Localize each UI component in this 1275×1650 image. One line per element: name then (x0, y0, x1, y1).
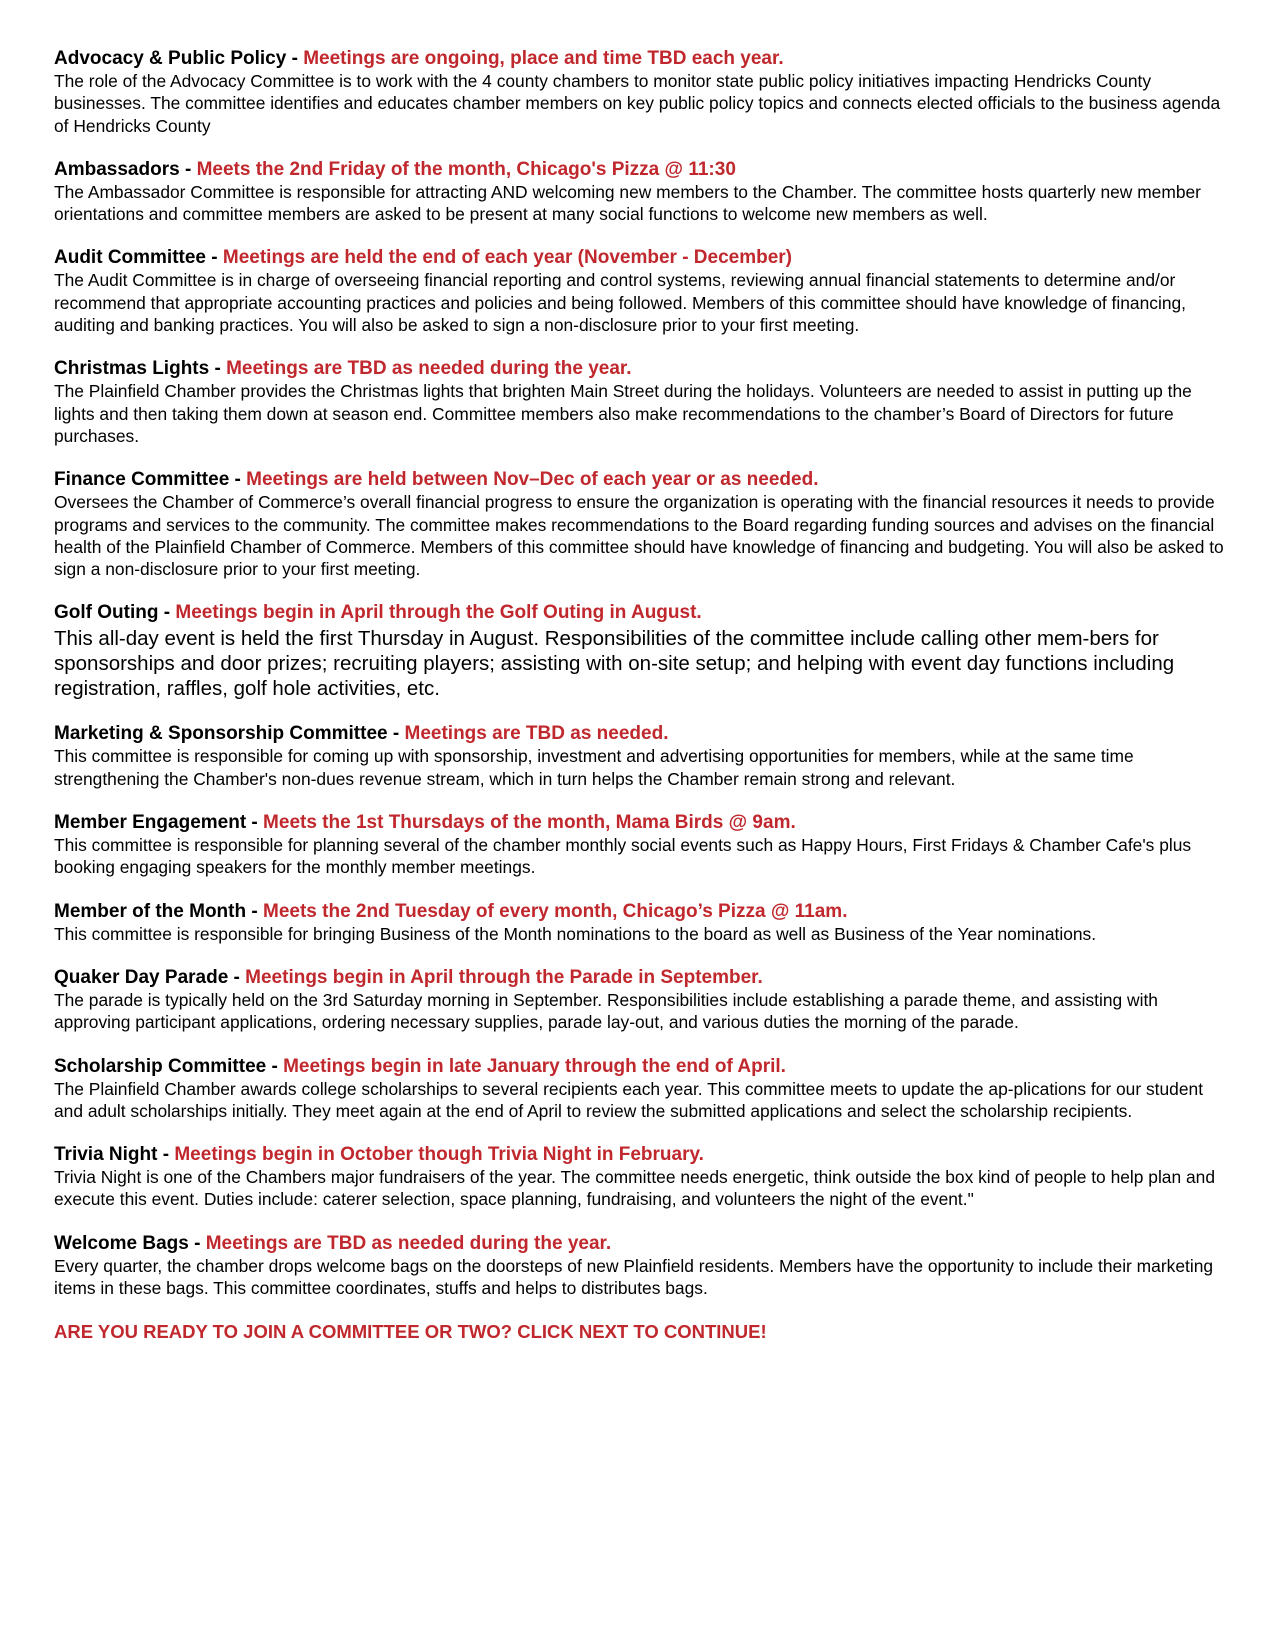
committee-description: Every quarter, the chamber drops welcome bags on the doorsteps of new Plainfield residents. Members have the opportunity to include their marketing items in these bags. This committee coordinates, stuffs and helps to distributes bags. (54, 1255, 1214, 1299)
meeting-schedule: Meetings are ongoing, place and time TBD each year. (303, 48, 784, 69)
committee-description: The Audit Committee is in charge of overseeing financial reporting and control systems, reviewing annual financial statements to determine and/or recommend that appropriate accounting practices and policies and being followed. Members of this committee should have knowledge of financing, auditing and banking practices. You will also be asked to sign a non-disclosure prior to your first meeting. (54, 270, 1187, 336)
committee-heading (54, 1144, 1234, 1166)
heading-separator: - (228, 966, 246, 988)
heading-separator: - (229, 469, 247, 491)
committee-marketing-sponsorship (54, 723, 1234, 790)
committee-name: Welcome Bags (54, 1232, 189, 1254)
committee-name: Christmas Lights (54, 358, 210, 380)
committee-heading (54, 159, 1234, 181)
committee-description: The Plainfield Chamber provides the Christmas lights that brighten Main Street during the holidays. Volunteers are needed to assist in putting up the lights and then taking them down at season end. Committee members also make recommendations to the chamber’s Board of Directors for future purchases. (54, 381, 1192, 446)
committee-advocacy (54, 48, 1234, 137)
meeting-schedule: Meets the 2nd Friday of the month, Chicago's Pizza @ 11:30 (196, 158, 736, 180)
heading-separator: - (387, 723, 405, 745)
heading-separator: - (157, 1144, 175, 1166)
committee-name: Quaker Day Parade (54, 966, 229, 988)
committee-description: The parade is typically held on the 3rd Saturday morning in September. Responsibilities include establishing a parade theme, and assisting with approving participant applications, ordering necessary supplies, parade lay-out, and various duties the morning of the parade. (54, 989, 1158, 1033)
meeting-schedule: Meetings are TBD as needed during the year. (205, 1232, 612, 1254)
committee-heading (54, 358, 1234, 380)
committee-description: This committee is responsible for planning several of the chamber monthly social events such as Happy Hours, First Fridays & Chamber Cafe's plus booking engaging speakers for the monthly member meetings. (54, 835, 1192, 878)
committee-name: Member of the Month (54, 900, 247, 922)
meeting-schedule: Meets the 1st Thursdays of the month, Mama Birds @ 9am. (263, 812, 796, 834)
heading-separator: - (188, 1232, 206, 1254)
committee-scholarship (54, 1056, 1234, 1123)
committee-description: The role of the Advocacy Committee is to work with the 4 county chambers to monitor state public policy initiatives impacting Hendricks County businesses. The committee identifies and educates chamber members on key public policy topics and connects elected officials to the business agenda of Hendricks County (54, 71, 1221, 136)
heading-separator: - (246, 900, 263, 922)
heading-separator: - (179, 158, 197, 180)
committee-christmas-lights (54, 358, 1234, 447)
committee-golf-outing (54, 602, 1234, 701)
committee-name: Audit Committee (54, 247, 206, 269)
committee-name: Member Engagement (54, 812, 247, 834)
call-to-action: ARE YOU READY TO JOIN A COMMITTEE OR TWO? CLICK NEXT TO CONTINUE! (54, 1321, 767, 1343)
committee-description: This all-day event is held the first Thursday in August. Responsibilities of the committee include calling other mem-bers for sponsorships and door prizes; recruiting players; assisting with on-site setup; and helping with event day functions including registration, raffles, golf hole activities, etc. (54, 627, 1175, 701)
committee-list (54, 48, 1234, 1343)
committee-name: Ambassadors (54, 158, 180, 180)
heading-separator: - (209, 358, 227, 380)
committee-description: This committee is responsible for coming up with sponsorship, investment and advertising opportunities for members, while at the same time strengthening the Chamber's non-dues revenue stream, which in turn helps the Chamber remain strong and relevant. (54, 746, 1134, 789)
committee-description: Oversees the Chamber of Commerce’s overall financial progress to ensure the organization is operating with the financial resources it needs to provide programs and services to the community. The committee makes recommendations to the Board regarding funding sources and advises on the financial health of the Plainfield Chamber of Commerce. Members of this committee should have knowledge of financing and budgeting. You will also be asked to sign a non-disclosure prior to your first meeting. (54, 492, 1224, 580)
heading-separator: - (286, 48, 304, 69)
heading-separator: - (158, 602, 176, 624)
committee-heading (54, 967, 1234, 989)
meeting-schedule: Meetings are held between Nov–Dec of each year or as needed. (246, 469, 819, 491)
committee-heading (54, 723, 1234, 745)
committee-heading (54, 812, 1234, 834)
committee-heading (54, 48, 1234, 70)
committee-description: The Ambassador Committee is responsible for attracting AND welcoming new members to the Chamber. The committee hosts quarterly new member orientations and committee members are asked to be present at many social functions to welcome new members as well. (54, 181, 1201, 225)
committee-ambassadors (54, 159, 1234, 226)
heading-separator: - (206, 247, 223, 269)
committee-description: The Plainfield Chamber awards college scholarships to several recipients each year. This committee meets to update the ap-plications for our student and adult scholarships initially. They meet again at the end of April to review the submitted applications and select the scholarship recipients. (54, 1078, 1204, 1121)
committee-heading (54, 247, 1234, 269)
committee-description: This committee is responsible for bringing Business of the Month nominations to the board as well as Business of the Year nominations. (54, 923, 1097, 944)
committee-audit (54, 247, 1234, 336)
meeting-schedule: Meetings are TBD as needed during the year. (226, 358, 632, 380)
committee-member-of-the-month (54, 901, 1234, 945)
committee-name: Marketing & Sponsorship Committee (54, 723, 388, 745)
committee-heading (54, 1056, 1234, 1078)
committee-finance (54, 469, 1234, 580)
committee-trivia-night (54, 1144, 1234, 1211)
meeting-schedule: Meetings begin in April through the Parade in September. (245, 966, 763, 988)
committee-heading (54, 901, 1234, 923)
meeting-schedule: Meetings are TBD as needed. (404, 723, 669, 745)
heading-separator: - (266, 1055, 284, 1077)
heading-separator: - (246, 812, 264, 834)
committee-welcome-bags (54, 1233, 1234, 1300)
meeting-schedule: Meets the 2nd Tuesday of every month, Chicago’s Pizza @ 11am. (263, 900, 848, 922)
committee-name: Finance Committee (54, 469, 230, 491)
meeting-schedule: Meetings are held the end of each year (November - December) (222, 247, 793, 269)
committee-description: Trivia Night is one of the Chambers major fundraisers of the year. The committee needs energetic, think outside the box kind of people to help plan and execute this event. Duties include: caterer selection, space planning, fundraising, and volunteers the night of the event." (54, 1167, 1216, 1210)
committee-heading (54, 602, 1234, 624)
meeting-schedule: Meetings begin in October though Trivia Night in February. (174, 1144, 704, 1166)
committee-heading (54, 469, 1234, 491)
committee-heading (54, 1233, 1234, 1255)
committee-member-engagement (54, 812, 1234, 879)
committee-name: Trivia Night (54, 1144, 158, 1166)
meeting-schedule: Meetings begin in April through the Golf Outing in August. (175, 602, 702, 624)
committee-name: Golf Outing (54, 602, 159, 624)
committee-quaker-day-parade (54, 967, 1234, 1034)
meeting-schedule: Meetings begin in late January through the end of April. (283, 1055, 786, 1077)
committee-name: Advocacy & Public Policy (54, 48, 287, 69)
committee-name: Scholarship Committee (54, 1055, 267, 1077)
